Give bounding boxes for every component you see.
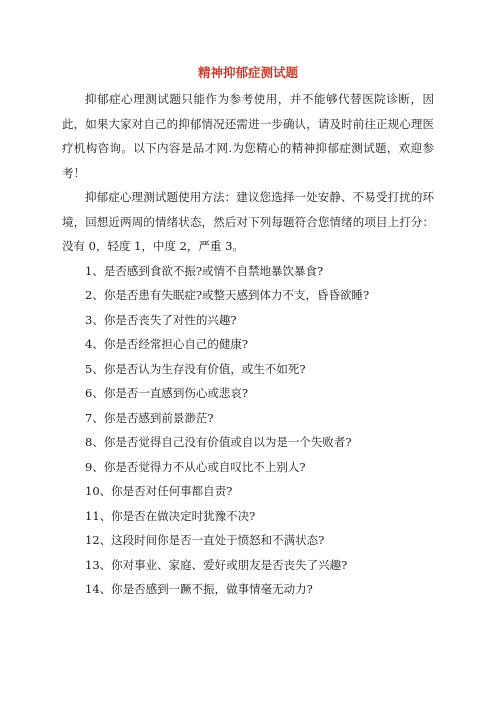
question-item: 2、你是否患有失眠症?或整天感到体力不支，昏昏欲睡?	[85, 288, 370, 302]
question-item: 3、你是否丧失了对性的兴趣?	[85, 312, 237, 327]
document-page	[62, 64, 434, 602]
question-item: 9、你是否觉得力不从心或自叹比不上别人?	[85, 459, 306, 474]
question-item: 6、你是否一直感到伤心或悲哀?	[85, 386, 248, 400]
question-item: 1、是否感到食欲不振?或情不自禁地暴饮暴食?	[85, 263, 324, 278]
intro-paragraph: 抑郁症心理测试题只能作为参考使用，并不能够代替医院诊断，因此，如果大家对自己的抑郁情况还需进一步确认，请及时前往正规心理医疗机构咨询。以下内容是品才网.为您精心的精神抑郁症测试题，欢迎参考！	[62, 92, 434, 180]
question-item: 8、你是否觉得自己没有价值或自以为是一个失败者?	[85, 435, 352, 449]
question-item: 13、你对事业、家庭、爱好或朋友是否丧失了兴趣?	[85, 557, 348, 572]
question-item: 12、这段时间你是否一直处于愤怒和不满状态?	[85, 533, 325, 547]
question-item: 4、你是否经常担心自己的健康?	[85, 337, 248, 351]
document-title: 精神抑郁症测试题	[197, 65, 298, 80]
question-item: 7、你是否感到前景渺茫?	[85, 410, 214, 425]
question-item: 14、你是否感到一蹶不振，做事情毫无动力?	[85, 582, 313, 596]
instructions-paragraph: 抑郁症心理测试题使用方法：建议您选择一处安静、不易受打扰的环境，回想近两周的情绪状态，然后对下列每题符合您情绪的项目上打分：没有 0，轻度 1，中度 2，严重 3。	[62, 190, 434, 253]
question-item: 11、你是否在做决定时犹豫不决?	[85, 508, 256, 523]
question-item: 10、你是否对任何事都自责?	[85, 484, 233, 498]
question-item: 5、你是否认为生存没有价值，或生不如死?	[85, 361, 306, 376]
question-list	[62, 259, 434, 602]
